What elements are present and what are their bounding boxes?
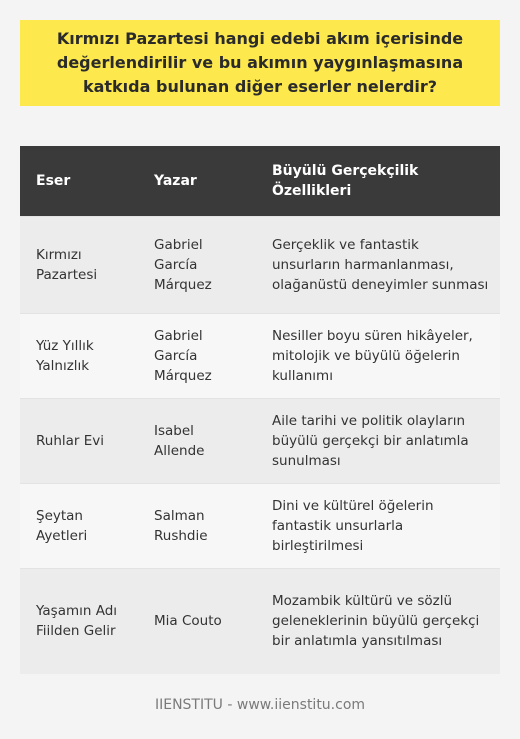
cell-yazar: Gabriel García Márquez bbox=[138, 313, 256, 398]
cell-ozellikler: Mozambik kültürü ve sözlü geleneklerinin büyülü gerçekçi bir anlatımla yansıtılması bbox=[256, 568, 500, 674]
cell-ozellikler: Dini ve kültürel öğelerin fantastik unsurlarla birleştirilmesi bbox=[256, 483, 500, 568]
cell-eser: Ruhlar Evi bbox=[20, 398, 138, 483]
table-row bbox=[20, 313, 500, 398]
table-row bbox=[20, 568, 500, 674]
header-eser: Eser bbox=[20, 146, 138, 216]
cell-yazar: Mia Couto bbox=[138, 568, 256, 674]
cell-eser: Yaşamın Adı Fiilden Gelir bbox=[20, 568, 138, 674]
table-header-row bbox=[20, 146, 500, 216]
cell-eser: Kırmızı Pazartesi bbox=[20, 216, 138, 313]
table-row bbox=[20, 398, 500, 483]
footer-credit: IIENSTITU - www.iienstitu.com bbox=[154, 697, 366, 713]
question-banner bbox=[20, 20, 500, 106]
cell-ozellikler: Aile tarihi ve politik olayların büyülü gerçekçi bir anlatımla sunulması bbox=[256, 398, 500, 483]
question-text: Kırmızı Pazartesi hangi edebi akım içerisinde değerlendirilir ve bu akımın yaygınlaşmasına katkıda bulunan diğer eserler nelerdir? bbox=[56, 29, 464, 96]
cell-yazar: Salman Rushdie bbox=[138, 483, 256, 568]
cell-eser: Yüz Yıllık Yalnızlık bbox=[20, 313, 138, 398]
cell-ozellikler: Gerçeklik ve fantastik unsurların harmanlanması, olağanüstü deneyimler sunması bbox=[256, 216, 500, 313]
cell-ozellikler: Nesiller boyu süren hikâyeler, mitolojik ve büyülü öğelerin kullanımı bbox=[256, 313, 500, 398]
cell-yazar: Isabel Allende bbox=[138, 398, 256, 483]
table-row bbox=[20, 216, 500, 313]
works-table bbox=[20, 146, 500, 674]
table-row bbox=[20, 483, 500, 568]
cell-yazar: Gabriel García Márquez bbox=[138, 216, 256, 313]
cell-eser: Şeytan Ayetleri bbox=[20, 483, 138, 568]
header-ozellikler: Büyülü Gerçekçilik Özellikleri bbox=[256, 146, 500, 216]
header-yazar: Yazar bbox=[138, 146, 256, 216]
